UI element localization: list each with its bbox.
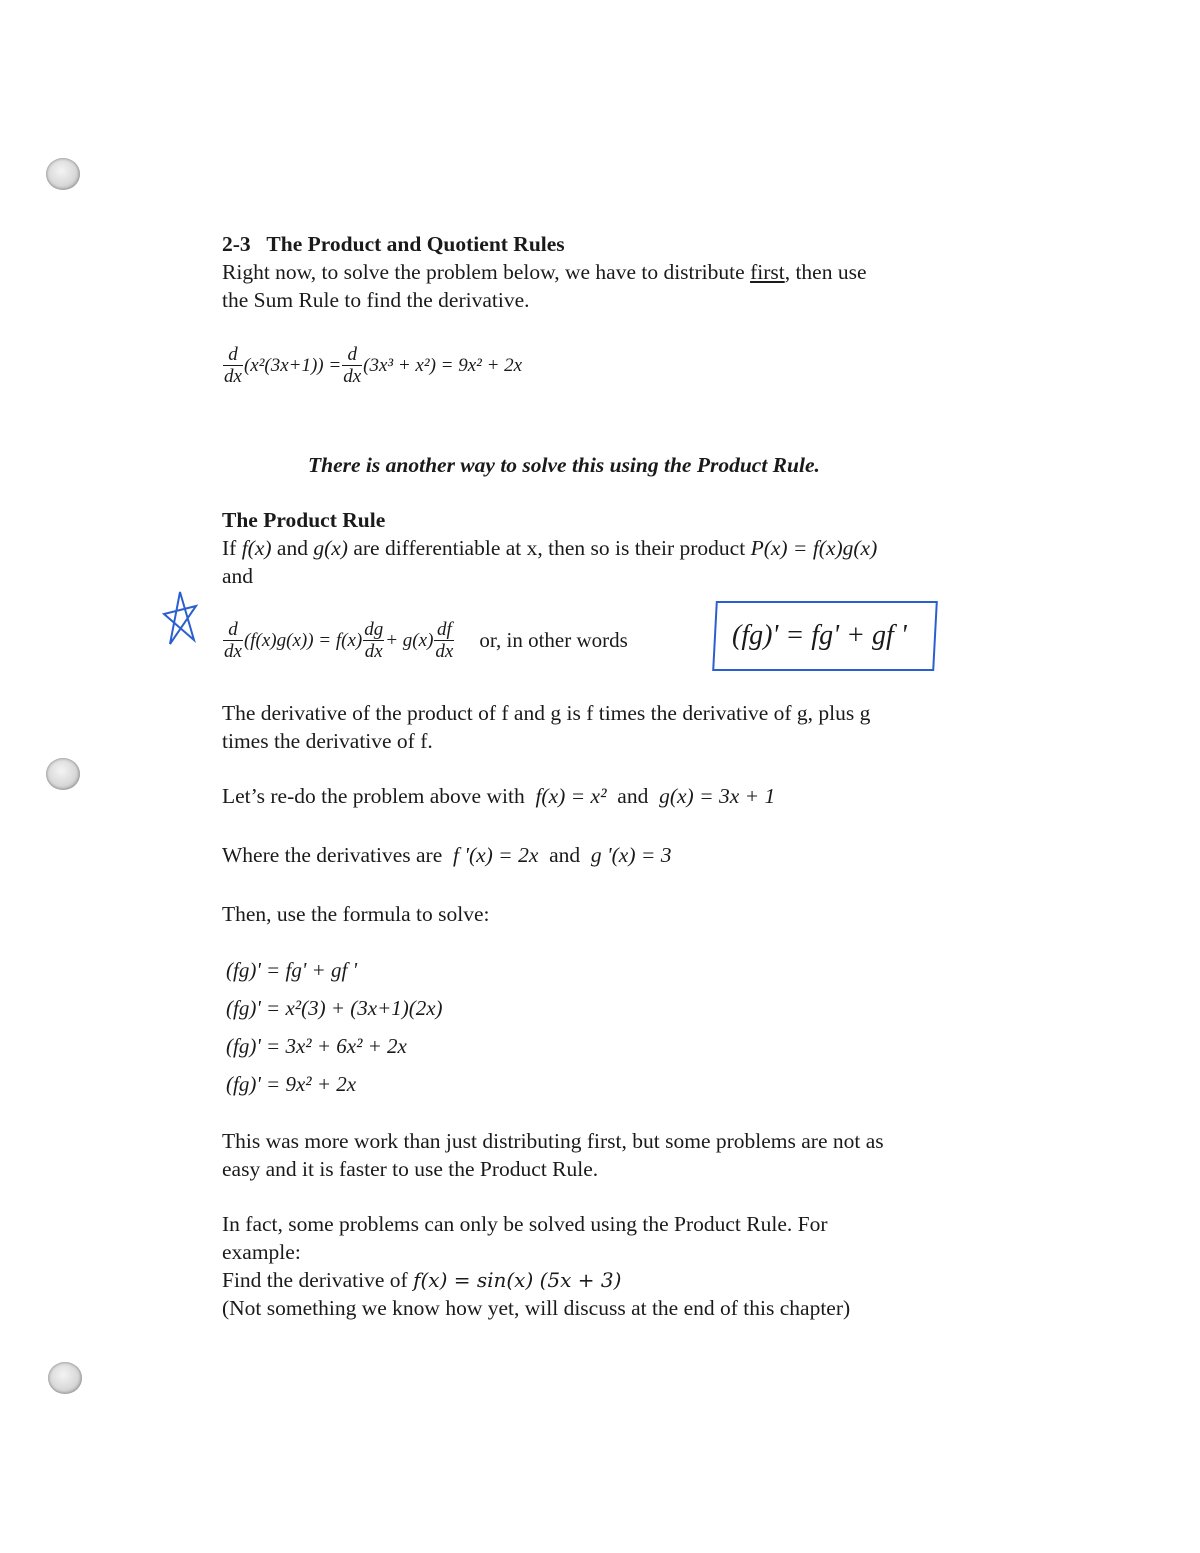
- example-equation: [222, 345, 522, 386]
- fact-find-text: Find the derivative of: [222, 1268, 414, 1292]
- df-dx-fraction: [434, 620, 454, 661]
- intro-text: Right now, to solve the problem below, we have to distribute: [222, 260, 751, 284]
- equals-sign: =: [328, 354, 342, 376]
- step-4: (fg)' = 9x² + 2x: [226, 1072, 357, 1096]
- section-title: The Product and Quotient Rules: [266, 232, 565, 256]
- fact-line-4: (Not something we know how yet, will discuss at the end of this chapter): [222, 1296, 851, 1320]
- f-prime: f '(x) = 2x: [453, 843, 539, 867]
- rule-statement: [222, 538, 877, 560]
- dg-denominator: dx: [364, 641, 383, 662]
- step-2: (fg)' = x²(3) + (3x+1)(2x): [226, 996, 443, 1020]
- derivatives-line: [222, 845, 672, 867]
- explanation-line-1: The derivative of the product of f and g is f times the derivative of g, plus g: [222, 701, 871, 725]
- formula-plus-gx: + g(x): [385, 629, 434, 651]
- fraction-denominator-2: dx: [343, 366, 362, 387]
- intro-line-2: the Sum Rule to find the derivative.: [222, 288, 530, 312]
- boxed-formula: (fg)' = fg' + gf ': [732, 620, 907, 651]
- section-heading: [222, 234, 565, 256]
- redo-line: [222, 786, 775, 808]
- fraction-numerator: d: [223, 345, 243, 366]
- dg-dx-fraction: [363, 620, 384, 661]
- section-number: 2-3: [222, 232, 251, 256]
- equation-lhs: (x²(3x+1)): [243, 354, 324, 376]
- fact-line-3: [222, 1270, 621, 1292]
- step-3: (fg)' = 3x² + 6x² + 2x: [226, 1034, 407, 1058]
- fact-function: f(x) = sin(x) (5x + 3): [413, 1268, 622, 1292]
- fraction-numerator-2: d: [342, 345, 362, 366]
- step-1: (fg)' = fg' + gf ': [226, 958, 358, 982]
- dg-numerator: dg: [364, 619, 384, 640]
- then-line: Then, use the formula to solve:: [222, 902, 490, 926]
- df-denominator: dx: [435, 641, 454, 662]
- fact-line-1: In fact, some problems can only be solved using the Product Rule. For: [222, 1212, 828, 1236]
- intro-text-end: , then use: [784, 260, 867, 284]
- star-icon: [160, 588, 200, 650]
- closing-line-1: This was more work than just distributing first, but some problems are not as: [222, 1129, 884, 1153]
- g-prime: g '(x) = 3: [590, 843, 672, 867]
- fraction-denominator-3: dx: [224, 641, 242, 662]
- explanation-line-2: times the derivative of f.: [222, 729, 433, 753]
- fx-term: f(x): [241, 536, 272, 560]
- f-definition: f(x) = x²: [535, 784, 607, 808]
- g-definition: g(x) = 3x + 1: [659, 784, 776, 808]
- equation-rhs: = 9x² + 2x: [440, 354, 523, 376]
- equation-middle: (3x³ + x²): [363, 354, 436, 376]
- other-words-text: or, in other words: [479, 628, 628, 652]
- rule-text-mid: are differentiable at x, then so is their product: [347, 536, 751, 560]
- binder-hole-top: [46, 158, 80, 190]
- product-term: P(x) = f(x)g(x): [750, 536, 878, 560]
- gx-term: g(x): [313, 536, 348, 560]
- product-rule-formula: [222, 620, 628, 661]
- fact-line-2: example:: [222, 1240, 301, 1264]
- intro-line-1: [222, 262, 867, 284]
- fraction-numerator-3: d: [223, 620, 243, 641]
- underlined-word: first: [750, 260, 785, 284]
- rule-and: and: [222, 564, 254, 588]
- d-dx-fraction-3: [223, 620, 243, 661]
- rule-text-and: and: [271, 536, 314, 560]
- binder-hole-bottom: [48, 1362, 82, 1394]
- rule-text-if: If: [222, 536, 242, 560]
- df-numerator: df: [434, 620, 454, 641]
- closing-line-2: easy and it is faster to use the Product Rule.: [222, 1157, 599, 1181]
- formula-lhs: (f(x)g(x)) = f(x): [243, 629, 363, 651]
- derivs-text: Where the derivatives are: [222, 843, 443, 867]
- emphasis-sentence: There is another way to solve this using the Product Rule.: [308, 453, 820, 477]
- fraction-denominator: dx: [224, 366, 242, 387]
- redo-and: and: [617, 784, 649, 808]
- d-dx-fraction: [223, 345, 243, 386]
- derivs-and: and: [549, 843, 581, 867]
- rule-title: The Product Rule: [222, 508, 386, 532]
- binder-hole-middle: [46, 758, 80, 790]
- redo-text: Let’s re-do the problem above with: [222, 784, 525, 808]
- d-dx-fraction-2: [342, 345, 362, 386]
